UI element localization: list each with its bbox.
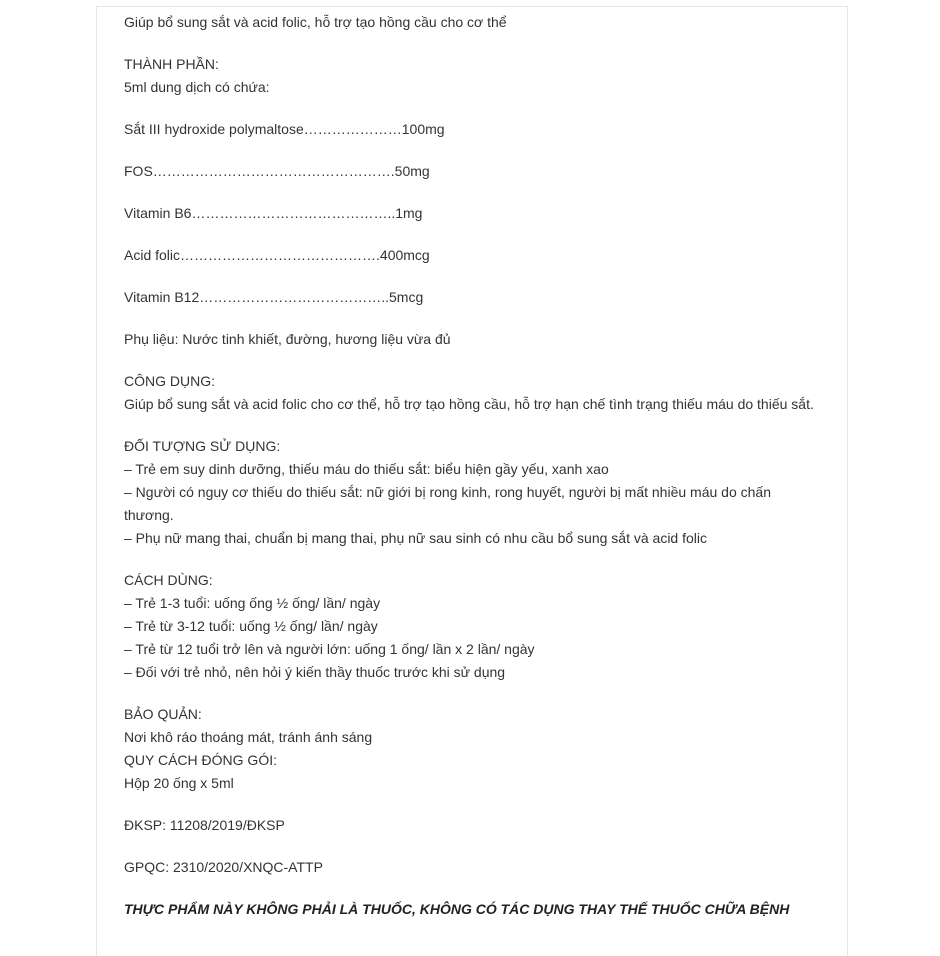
uses-text: Giúp bổ sung sắt và acid folic cho cơ thể, hỗ trợ tạo hồng cầu, hỗ trợ hạn chế tình trạng thiếu máu do thiếu sắt.: [124, 396, 814, 412]
ingredient-item: Vitamin B6……………………………………..1mg: [124, 205, 423, 221]
dksp-text: ĐKSP: 11208/2019/ĐKSP: [124, 817, 285, 833]
target-item: – Người có nguy cơ thiếu do thiếu sắt: nữ giới bị rong kinh, rong huyết, người bị mất nhiều máu do chấn thương.: [124, 484, 771, 523]
storage-heading: BẢO QUẢN:: [124, 706, 202, 722]
packing-heading: QUY CÁCH ĐÓNG GÓI:: [124, 752, 277, 768]
ingredient-item: FOS…………………………………………….50mg: [124, 163, 430, 179]
usage-item: – Trẻ từ 12 tuổi trở lên và người lớn: uống 1 ống/ lần x 2 lần/ ngày: [124, 641, 535, 657]
usage-item: – Trẻ từ 3-12 tuổi: uống ½ ống/ lần/ ngày: [124, 618, 378, 634]
disclaimer-text: THỰC PHẨM NÀY KHÔNG PHẢI LÀ THUỐC, KHÔNG CÓ TÁC DỤNG THAY THẾ THUỐC CHỮA BỆNH: [124, 901, 790, 917]
ingredient-item: Vitamin B12…………………………………..5mcg: [124, 289, 424, 305]
target-item: – Trẻ em suy dinh dưỡng, thiếu máu do thiếu sắt: biểu hiện gầy yếu, xanh xao: [124, 461, 609, 477]
ingredient-item: Sắt III hydroxide polymaltose…………………100mg: [124, 121, 445, 137]
ingredients-heading: THÀNH PHẦN:: [124, 56, 219, 72]
excipients-text: Phụ liệu: Nước tinh khiết, đường, hương liệu vừa đủ: [124, 331, 451, 347]
product-description: [124, 0, 814, 921]
usage-heading: CÁCH DÙNG:: [124, 572, 213, 588]
gpqc-text: GPQC: 2310/2020/XNQC-ATTP: [124, 859, 323, 875]
usage-item: – Đối với trẻ nhỏ, nên hỏi ý kiến thầy thuốc trước khi sử dụng: [124, 664, 506, 680]
storage-text: Nơi khô ráo thoáng mát, tránh ánh sáng: [124, 729, 373, 745]
target-item: – Phụ nữ mang thai, chuẩn bị mang thai, phụ nữ sau sinh có nhu cầu bổ sung sắt và acid folic: [124, 530, 708, 546]
packing-text: Hộp 20 ống x 5ml: [124, 775, 234, 791]
usage-item: – Trẻ 1-3 tuổi: uống ống ½ ống/ lần/ ngày: [124, 595, 381, 611]
target-heading: ĐỐI TƯỢNG SỬ DỤNG:: [124, 438, 281, 454]
ingredients-subheading: 5ml dung dịch có chứa:: [124, 79, 270, 95]
ingredient-item: Acid folic…………………………………….400mcg: [124, 247, 430, 263]
uses-heading: CÔNG DỤNG:: [124, 373, 215, 389]
intro-text: Giúp bổ sung sắt và acid folic, hỗ trợ tạo hồng cầu cho cơ thể: [124, 14, 507, 30]
